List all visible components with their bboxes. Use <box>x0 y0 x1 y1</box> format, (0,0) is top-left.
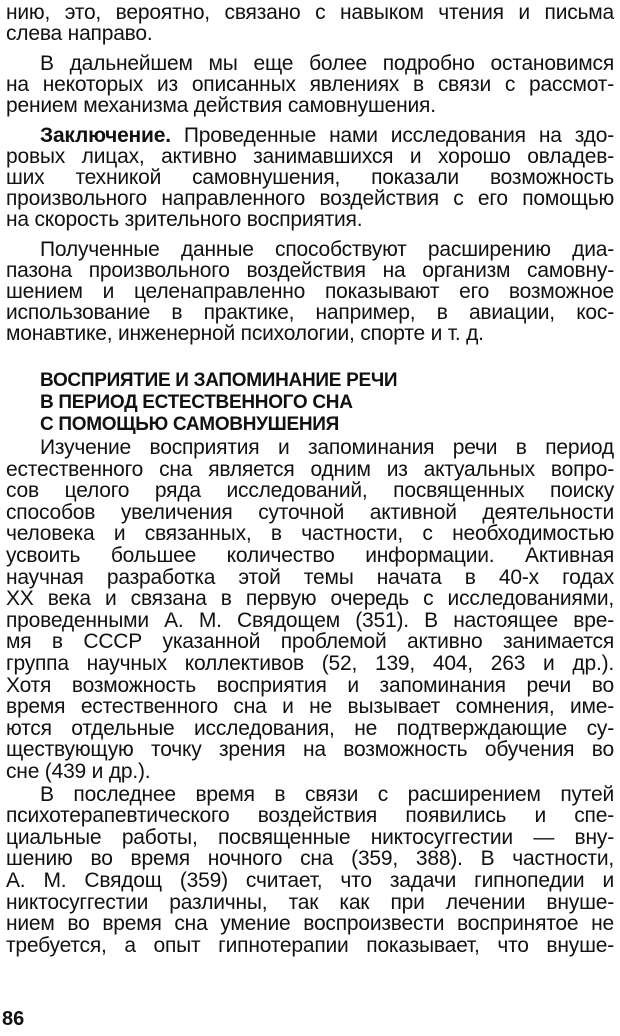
text-line: Полученные данные способствуют расширению диа- <box>40 238 614 261</box>
text-line: на некоторых из описанных явлениях в связи с рассмот- <box>6 73 614 96</box>
text-span: Проведенные нами исследования на здо- <box>170 124 614 147</box>
text-line: произвольного направленного воздействия с его помощью <box>6 187 614 210</box>
text-line: использование в практике, например, в авиации, кос- <box>6 301 614 324</box>
text-line: монавтике, инженерной психологии, спорте и т. д. <box>6 322 484 345</box>
text-line: требуется, а опыт гипнотерапии показывает, что внуше- <box>6 934 614 957</box>
text-line: пазона произвольного воздействия на организм самовну- <box>6 259 614 282</box>
text-line: слева направо. <box>6 22 153 45</box>
conclusion-first-line <box>40 125 614 147</box>
text-line: В дальнейшем мы еще более подробно остановимся <box>40 52 614 75</box>
text-line: рением механизма действия самовнушения. <box>6 94 436 117</box>
text-line: на скорость зрительного восприятия. <box>6 208 363 231</box>
text-line: XX века и связана в первую очередь с исследованиями, <box>6 587 614 610</box>
text-line: мя в СССР указанной проблемой активно занимается <box>6 630 614 653</box>
text-line: Хотя возможность восприятия и запоминания речи во <box>6 674 614 697</box>
text-line: время естественного сна и не вызывает сомнения, име- <box>6 695 614 718</box>
text-line: В последнее время в связи с расширением путей <box>40 783 614 806</box>
text-line: группа научных коллективов (52, 139, 404, 263 и др.). <box>6 652 614 675</box>
text-line: психотерапевтического воздействия появились и спе- <box>6 804 614 827</box>
text-line: циальные работы, посвященные никтосуггестии — вну- <box>6 826 614 849</box>
text-line: способов увеличения суточной активной деятельности <box>6 501 614 524</box>
text-line: Изучение восприятия и запоминания речи в период <box>40 436 614 459</box>
text-line: шением и целенаправленно показывают его возможное <box>6 280 614 303</box>
text-line: естественного сна является одним из актуальных вопро- <box>6 458 614 481</box>
section-heading-line: С ПОМОЩЬЮ САМОВНУШЕНИЯ <box>40 414 339 435</box>
text-line: проведенными А. М. Свядощем (351). В настоящее вре- <box>6 609 614 632</box>
text-line: шению во время ночного сна (359, 388). В частности, <box>6 847 614 870</box>
text-line: сне (439 и др.). <box>6 760 151 783</box>
text-line: никтосуггестии различны, так как при лечении внуше- <box>6 891 614 914</box>
section-heading-line: В ПЕРИОД ЕСТЕСТВЕННОГО СНА <box>40 392 353 413</box>
conclusion-label: Заключение. <box>40 124 171 147</box>
text-line: ществующую точку зрения на возможность обучения во <box>6 738 614 761</box>
text-line: сов целого ряда исследований, посвященных поиску <box>6 479 614 502</box>
text-line: научная разработка этой темы начата в 40-х годах <box>6 566 614 589</box>
section-heading-line: ВОСПРИЯТИЕ И ЗАПОМИНАНИЕ РЕЧИ <box>40 370 398 391</box>
text-line: ших техникой самовнушения, показали возможность <box>6 166 614 189</box>
text-line: нием во время сна умение воспроизвести воспринятое не <box>6 912 614 935</box>
page-number: 86 <box>2 1008 25 1030</box>
text-line: ются отдельные исследования, не подтверждающие су- <box>6 717 614 740</box>
text-line: усвоить большее количество информации. Активная <box>6 544 614 567</box>
text-line: человека и связанных, в частности, с необходимостью <box>6 522 614 545</box>
text-line: А. М. Свядощ (359) считает, что задачи гипнопедии и <box>6 869 614 892</box>
text-line: ровых лицах, активно занимавшихся и хорошо овладев- <box>6 145 614 168</box>
text-line: нию, это, вероятно, связано с навыком чтения и письма <box>6 1 614 24</box>
